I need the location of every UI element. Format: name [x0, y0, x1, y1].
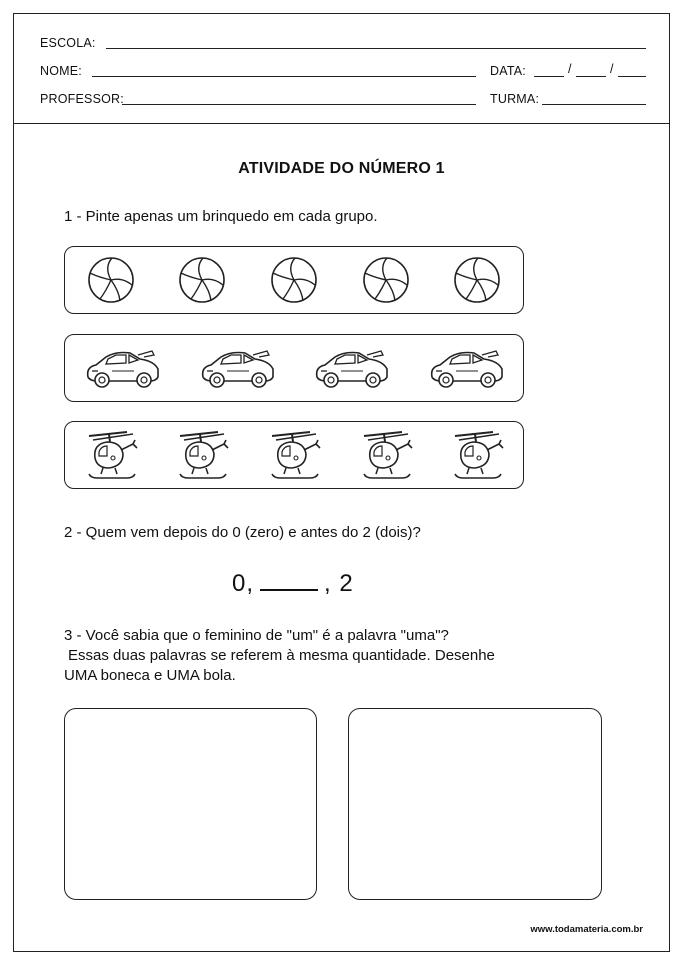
ball-icon[interactable] — [361, 255, 411, 305]
date-month-field[interactable] — [576, 76, 606, 77]
teacher-label: PROFESSOR: — [40, 92, 124, 106]
class-field[interactable] — [542, 104, 646, 105]
answer-blank[interactable] — [260, 571, 318, 591]
sequence-start: 0, — [232, 570, 255, 597]
helicopter-icon[interactable] — [266, 428, 322, 482]
helicopter-icon[interactable] — [174, 428, 230, 482]
class-label: TURMA: — [490, 92, 540, 106]
number-sequence — [232, 570, 354, 598]
drawing-box-ball[interactable] — [348, 708, 602, 900]
header — [14, 14, 669, 124]
worksheet — [13, 13, 670, 952]
ball-icon[interactable] — [269, 255, 319, 305]
car-icon[interactable] — [426, 345, 506, 391]
helicopter-icon[interactable] — [449, 428, 505, 482]
date-separator: / — [568, 62, 572, 76]
footer-url: www.todamateria.com.br — [530, 924, 643, 935]
question-2: 2 - Quem vem depois do 0 (zero) e antes do 2 (dois)? — [64, 524, 421, 541]
question-3-line-1: 3 - Você sabia que o feminino de "um" é a palavra "uma"? — [64, 627, 449, 644]
name-label: NOME: — [40, 64, 82, 78]
helicopter-icon[interactable] — [358, 428, 414, 482]
toy-group-balls — [64, 246, 524, 314]
date-separator: / — [610, 62, 614, 76]
ball-icon[interactable] — [86, 255, 136, 305]
toy-group-helicopters — [64, 421, 524, 489]
page-title: ATIVIDADE DO NÚMERO 1 — [238, 160, 445, 177]
question-3-line-2: Essas duas palavras se referem à mesma quantidade. Desenhe — [68, 647, 495, 664]
school-label: ESCOLA: — [40, 36, 96, 50]
car-icon[interactable] — [82, 345, 162, 391]
helicopter-icon[interactable] — [83, 428, 139, 482]
date-day-field[interactable] — [534, 76, 564, 77]
toy-group-cars — [64, 334, 524, 402]
ball-icon[interactable] — [452, 255, 502, 305]
car-icon[interactable] — [311, 345, 391, 391]
teacher-field[interactable] — [122, 104, 476, 105]
school-field[interactable] — [106, 48, 646, 49]
drawing-box-doll[interactable] — [64, 708, 317, 900]
ball-icon[interactable] — [177, 255, 227, 305]
car-icon[interactable] — [197, 345, 277, 391]
date-label: DATA: — [490, 64, 526, 78]
name-field[interactable] — [92, 76, 476, 77]
date-year-field[interactable] — [618, 76, 646, 77]
question-1: 1 - Pinte apenas um brinquedo em cada grupo. — [64, 208, 378, 225]
question-3-line-3: UMA boneca e UMA bola. — [64, 667, 236, 684]
sequence-end: , 2 — [324, 570, 354, 597]
